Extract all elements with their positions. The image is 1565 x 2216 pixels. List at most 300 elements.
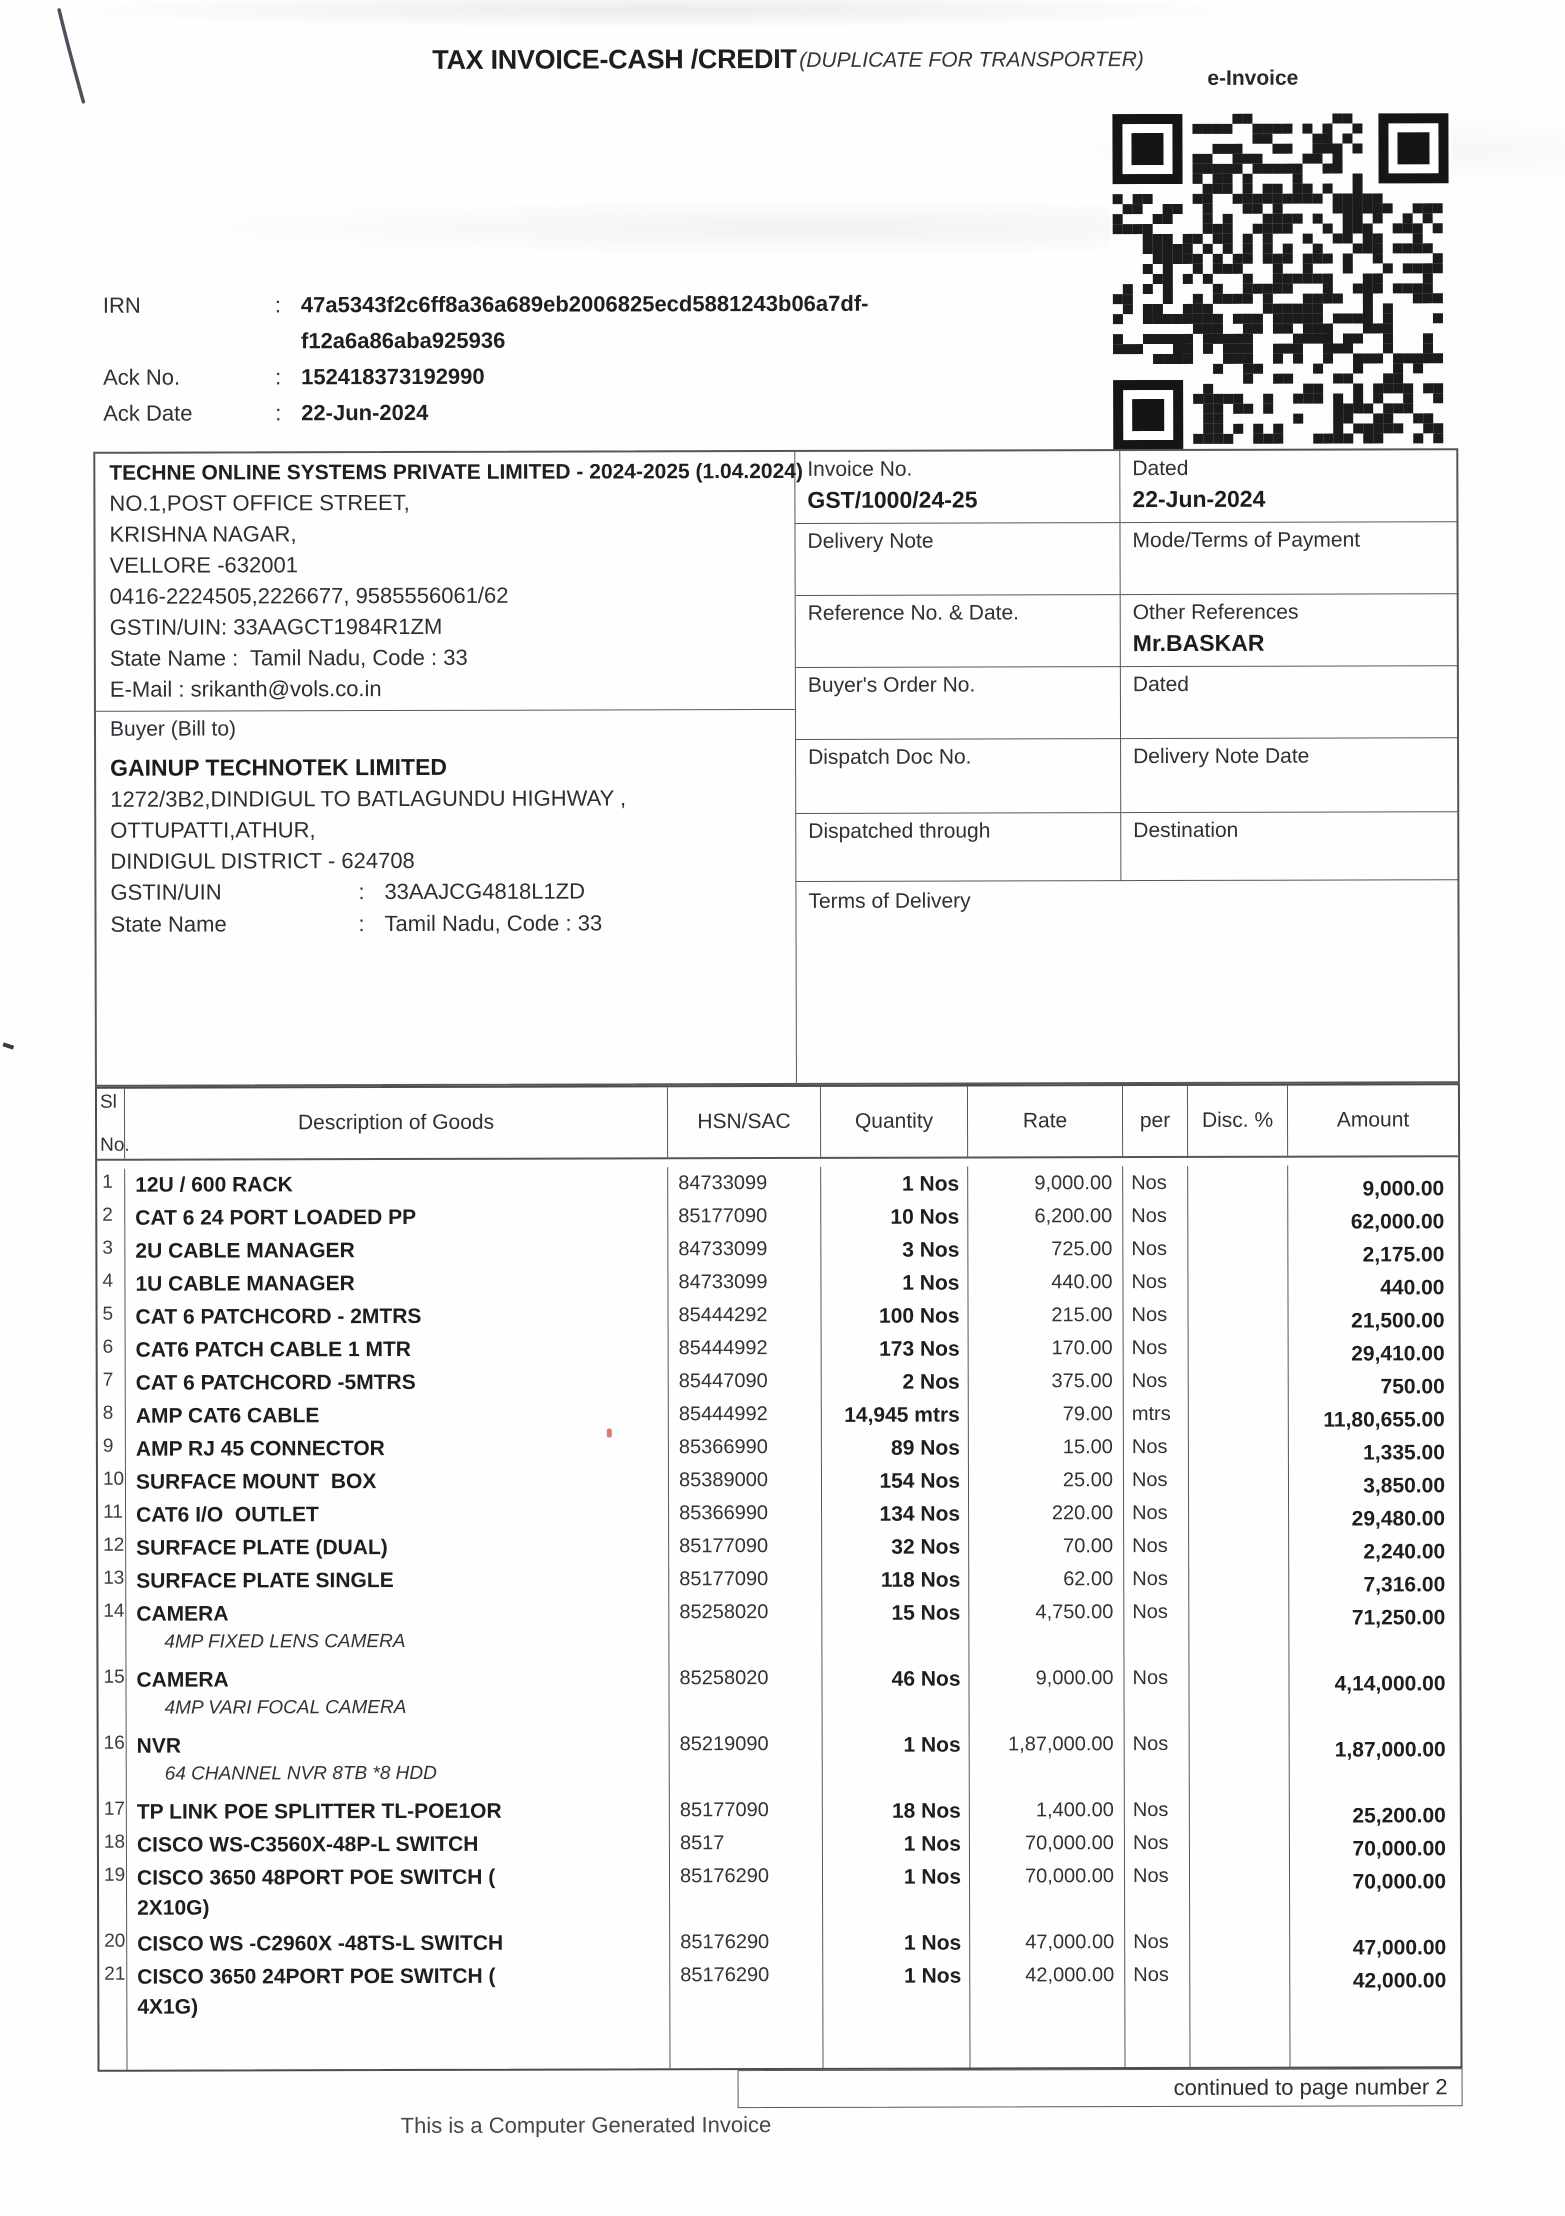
item-sl: 15 — [98, 1664, 126, 1730]
item-rate: 1,87,000.00 — [970, 1727, 1125, 1793]
item-description-cell — [126, 1596, 669, 1663]
filler-cell — [127, 2025, 670, 2069]
buyer-field-value: 33AAJCG4818L1ZD — [384, 878, 586, 905]
item-rate: 42,000.00 — [970, 1958, 1125, 2024]
einvoice-qr-code — [1109, 110, 1452, 453]
item-sl: 13 — [98, 1565, 126, 1598]
item-rate: 79.00 — [969, 1397, 1124, 1430]
item-per: Nos — [1125, 1958, 1190, 2024]
meta-cell-left — [796, 595, 1121, 668]
meta-label: Dated — [1132, 672, 1189, 697]
item-rate: 9,000.00 — [968, 1166, 1123, 1199]
item-rate: 25.00 — [969, 1463, 1124, 1496]
item-description: NVR — [136, 1734, 182, 1758]
item-row — [99, 1792, 1460, 1829]
item-description-line2: 4X1G) — [137, 1995, 199, 2019]
irn-colon: : — [275, 400, 282, 426]
seller-address-line: E-Mail : srikanth@vols.co.in — [109, 676, 382, 702]
item-quantity: 1 Nos — [821, 1167, 968, 1200]
meta-cell-left — [796, 813, 1121, 882]
item-amount: 29,480.00 — [1351, 1507, 1446, 1531]
item-disc — [1190, 1727, 1290, 1793]
buyer-address-line: 1272/3B2,DINDIGUL TO BATLAGUNDU HIGHWAY , — [110, 785, 627, 812]
item-rate: 220.00 — [969, 1496, 1124, 1529]
item-disc — [1189, 1661, 1289, 1727]
item-per: Nos — [1124, 1562, 1189, 1595]
item-row — [98, 1561, 1459, 1598]
item-sl: 3 — [97, 1235, 125, 1268]
meta-value — [808, 558, 1120, 559]
item-disc — [1190, 1925, 1290, 1958]
item-description: CISCO WS-C3560X-48P-L SWITCH — [136, 1832, 479, 1857]
item-amount: 2,240.00 — [1363, 1540, 1446, 1564]
item-disc — [1188, 1232, 1288, 1265]
item-amount: 3,850.00 — [1363, 1474, 1446, 1498]
item-row — [99, 1924, 1460, 1961]
item-description-cell — [125, 1200, 668, 1234]
item-amount: 11,80,655.00 — [1323, 1408, 1445, 1432]
item-row — [99, 1957, 1460, 2027]
item-description-cell — [126, 1365, 669, 1399]
meta-cell-left — [795, 451, 1120, 524]
buyer-field-row — [110, 907, 795, 941]
buyer-field-label: GSTIN/UIN — [110, 879, 222, 905]
item-sl: 5 — [98, 1301, 126, 1334]
item-description: SURFACE MOUNT BOX — [135, 1470, 377, 1494]
item-row — [99, 1726, 1460, 1796]
header-disc: Disc. % — [1188, 1086, 1288, 1156]
item-description-cell — [127, 1959, 670, 2026]
irn-row — [103, 286, 869, 324]
item-description-line2: 2X10G) — [137, 1896, 210, 1920]
item-description-cell — [126, 1398, 669, 1432]
item-disc — [1188, 1199, 1288, 1232]
meta-value — [1133, 847, 1459, 848]
item-amount: 47,000.00 — [1352, 1936, 1447, 1960]
item-per: Nos — [1123, 1166, 1188, 1199]
item-sl: 2 — [97, 1202, 125, 1235]
seller-address-line: GSTIN/UIN: 33AAGCT1984R1ZM — [109, 613, 443, 640]
item-description-cell — [126, 1332, 669, 1366]
buyer-name: GAINUP TECHNOTEK LIMITED — [110, 753, 448, 781]
irn-label — [103, 323, 275, 359]
item-per: Nos — [1123, 1265, 1188, 1298]
item-quantity: 1 Nos — [823, 1728, 970, 1794]
scan-speck — [2, 1042, 14, 1049]
meta-label: Delivery Note Date — [1133, 744, 1310, 769]
item-amount: 750.00 — [1380, 1375, 1445, 1399]
item-hsn: 84733099 — [668, 1266, 821, 1299]
meta-label: Delivery Note — [807, 529, 934, 553]
items-table — [95, 1083, 1463, 2072]
meta-value — [1133, 557, 1459, 558]
item-amount: 29,410.00 — [1351, 1342, 1445, 1366]
item-hsn: 85176290 — [670, 1959, 823, 2025]
item-disc — [1189, 1562, 1289, 1595]
item-row — [97, 1165, 1458, 1202]
einvoice-label: e-Invoice — [1207, 66, 1299, 90]
item-hsn: 85447090 — [669, 1365, 822, 1398]
item-row — [98, 1363, 1459, 1400]
item-amount: 7,316.00 — [1363, 1573, 1446, 1597]
item-description: CISCO 3650 24PORT POE SWITCH ( — [137, 1964, 496, 1989]
item-description: SURFACE PLATE (DUAL) — [136, 1536, 388, 1560]
item-description: CAT6 PATCH CABLE 1 MTR — [135, 1337, 411, 1362]
irn-row — [103, 322, 869, 360]
item-hsn: 84733099 — [668, 1233, 821, 1266]
item-per: Nos — [1124, 1364, 1189, 1397]
irn-row — [103, 394, 869, 432]
item-per: Nos — [1123, 1298, 1188, 1331]
item-sl: 14 — [98, 1598, 126, 1664]
meta-label: Dispatched through — [808, 819, 991, 843]
item-sl: 19 — [99, 1862, 127, 1928]
item-description-cell — [127, 1728, 670, 1795]
item-sl: 9 — [98, 1433, 126, 1466]
filler-cell — [1290, 2023, 1460, 2066]
irn-value: 152418373192990 — [301, 363, 485, 390]
meta-label: Invoice No. — [807, 457, 913, 481]
item-quantity: 14,945 mtrs — [822, 1398, 969, 1431]
seller-address-line: KRISHNA NAGAR, — [109, 521, 297, 547]
item-description: SURFACE PLATE SINGLE — [136, 1569, 394, 1593]
meta-label: Mode/Terms of Payment — [1132, 528, 1361, 553]
item-hsn: 85366990 — [669, 1497, 822, 1530]
seller-address-line: NO.1,POST OFFICE STREET, — [109, 489, 410, 516]
pen-stroke-mark — [45, 4, 125, 124]
items-table-body — [97, 1157, 1460, 2070]
item-hsn: 85258020 — [669, 1662, 822, 1728]
item-per: Nos — [1124, 1529, 1189, 1562]
meta-label: Other References — [1132, 600, 1299, 625]
qr-finder-top-left — [1112, 114, 1182, 184]
item-per: Nos — [1124, 1595, 1189, 1661]
item-amount: 4,14,000.00 — [1334, 1672, 1446, 1696]
header-hsn-sac: HSN/SAC — [668, 1087, 821, 1157]
item-hsn: 8517 — [670, 1827, 823, 1860]
item-rate: 9,000.00 — [969, 1661, 1124, 1727]
item-per: Nos — [1124, 1430, 1189, 1463]
item-quantity: 2 Nos — [822, 1365, 969, 1398]
item-quantity: 154 Nos — [822, 1464, 969, 1497]
qr-finder-top-right — [1378, 113, 1448, 183]
header-sl-no — [97, 1089, 130, 1159]
meta-value — [1133, 773, 1459, 774]
item-description: CAMERA — [136, 1668, 229, 1692]
item-per: Nos — [1125, 1859, 1190, 1925]
item-quantity: 10 Nos — [821, 1200, 968, 1233]
item-sl: 18 — [99, 1829, 127, 1862]
irn-label: Ack No. — [103, 364, 181, 390]
filler-cell — [970, 2024, 1125, 2067]
item-rate: 70,000.00 — [970, 1859, 1125, 1925]
filler-cell — [1125, 2024, 1190, 2067]
item-description: 12U / 600 RACK — [135, 1173, 293, 1197]
seller-name: TECHNE ONLINE SYSTEMS PRIVATE LIMITED - 2024-2025 (1.04.2024) — [109, 459, 803, 485]
header-quantity: Quantity — [821, 1087, 968, 1157]
buyer-field-label: State Name — [110, 911, 227, 937]
item-hsn: 85444992 — [669, 1332, 822, 1365]
item-rate: 440.00 — [968, 1265, 1123, 1298]
item-per: Nos — [1124, 1496, 1189, 1529]
buyer-field-value: Tamil Nadu, Code : 33 — [384, 910, 603, 937]
item-sl: 21 — [99, 1961, 127, 2027]
header-amount: Amount — [1336, 1108, 1410, 1132]
meta-cell-left — [796, 667, 1121, 740]
item-row — [98, 1594, 1459, 1664]
meta-cell-right — [1121, 812, 1459, 881]
buyer-address-line: DINDIGUL DISTRICT - 624708 — [110, 847, 415, 874]
item-quantity: 1 Nos — [823, 1959, 970, 2025]
item-disc — [1190, 1793, 1290, 1826]
item-hsn: 85389000 — [669, 1464, 822, 1497]
terms-of-delivery-label: Terms of Delivery — [808, 889, 971, 913]
table-empty-space — [99, 2023, 1460, 2070]
filler-cell — [1190, 2024, 1290, 2067]
item-quantity: 118 Nos — [822, 1563, 969, 1596]
item-hsn: 85444992 — [669, 1398, 822, 1431]
item-disc — [1189, 1463, 1289, 1496]
item-quantity: 1 Nos — [821, 1266, 968, 1299]
irn-colon: : — [274, 292, 282, 318]
irn-colon: : — [275, 364, 282, 390]
item-hsn: 85366990 — [669, 1431, 822, 1464]
seller-address-line: State Name : Tamil Nadu, Code : 33 — [109, 644, 468, 671]
item-row — [98, 1528, 1459, 1565]
item-rate: 47,000.00 — [970, 1925, 1125, 1958]
item-description-cell — [126, 1431, 669, 1465]
item-amount: 70,000.00 — [1352, 1870, 1447, 1894]
meta-value — [808, 848, 1120, 849]
item-amount: 1,87,000.00 — [1334, 1738, 1446, 1762]
item-description: CISCO WS -C2960X -48TS-L SWITCH — [137, 1931, 504, 1956]
item-hsn: 85444292 — [669, 1299, 822, 1332]
item-hsn: 85177090 — [668, 1200, 821, 1233]
item-per: Nos — [1124, 1331, 1189, 1364]
item-disc — [1189, 1364, 1289, 1397]
item-sl: 1 — [97, 1169, 125, 1202]
item-description: CAT 6 PATCHCORD - 2MTRS — [135, 1304, 422, 1329]
item-per: Nos — [1123, 1232, 1188, 1265]
item-sl: 7 — [98, 1367, 126, 1400]
item-sub-description: 4MP FIXED LENS CAMERA — [164, 1630, 406, 1653]
item-quantity: 1 Nos — [823, 1827, 970, 1860]
item-rate: 62.00 — [969, 1562, 1124, 1595]
document-subtitle: (DUPLICATE FOR TRANSPORTER) — [799, 48, 1144, 72]
item-sl: 8 — [98, 1400, 126, 1433]
item-quantity: 3 Nos — [821, 1233, 968, 1266]
irn-row — [103, 358, 869, 396]
item-rate: 6,200.00 — [968, 1199, 1123, 1232]
item-per: Nos — [1125, 1793, 1190, 1826]
item-description: 1U CABLE MANAGER — [135, 1272, 355, 1296]
item-rate: 4,750.00 — [969, 1595, 1124, 1661]
continued-strip: continued to page number 2 — [738, 2068, 1463, 2108]
item-rate: 375.00 — [969, 1364, 1124, 1397]
filler-cell — [99, 2027, 127, 2070]
meta-cell-right — [1121, 594, 1459, 667]
meta-cell-left — [795, 523, 1120, 596]
item-description: TP LINK POE SPLITTER TL-POE1OR — [136, 1799, 502, 1824]
invoice-header-region — [93, 448, 1460, 1087]
item-disc — [1189, 1331, 1289, 1364]
meta-cell-right — [1121, 666, 1459, 739]
item-description-cell — [127, 1926, 670, 1960]
item-per: Nos — [1125, 1925, 1190, 1958]
item-row — [97, 1231, 1458, 1268]
item-quantity: 32 Nos — [822, 1530, 969, 1563]
meta-label: Reference No. & Date. — [807, 601, 1020, 625]
irn-label: Ack Date — [103, 400, 193, 426]
item-amount: 21,500.00 — [1351, 1309, 1445, 1333]
item-sl: 10 — [98, 1466, 126, 1499]
item-description-cell — [126, 1530, 669, 1564]
item-sub-description: 4MP VARI FOCAL CAMERA — [164, 1696, 407, 1719]
item-rate: 70.00 — [969, 1529, 1124, 1562]
item-rate: 1,400.00 — [970, 1793, 1125, 1826]
meta-label: Dated — [1132, 456, 1189, 481]
item-hsn: 85176290 — [670, 1926, 823, 1959]
item-hsn: 84733099 — [668, 1167, 821, 1200]
irn-value: f12a6a86aba925936 — [300, 327, 506, 354]
header-no: No. — [100, 1134, 130, 1156]
item-amount: 440.00 — [1380, 1276, 1445, 1300]
item-hsn: 85177090 — [669, 1563, 822, 1596]
filler-cell — [823, 2025, 970, 2068]
seller-address-line: VELLORE -632001 — [109, 552, 298, 578]
filler-cell — [670, 2025, 823, 2068]
item-row — [98, 1396, 1459, 1433]
item-rate: 215.00 — [968, 1298, 1123, 1331]
item-description: CAT6 I/O OUTLET — [136, 1503, 319, 1527]
item-per: Nos — [1125, 1826, 1190, 1859]
buyer-address-line: OTTUPATTI,ATHUR, — [110, 817, 316, 843]
item-sl: 17 — [99, 1796, 127, 1829]
item-disc — [1189, 1430, 1289, 1463]
meta-value: 22-Jun-2024 — [1132, 485, 1266, 513]
item-row — [99, 1858, 1460, 1928]
item-description-cell — [125, 1167, 668, 1201]
item-rate: 170.00 — [969, 1331, 1124, 1364]
item-sl: 4 — [97, 1268, 125, 1301]
computer-generated-note: This is a Computer Generated Invoice — [400, 2112, 772, 2139]
item-description-cell — [127, 1860, 670, 1927]
item-amount: 70,000.00 — [1352, 1837, 1446, 1861]
item-amount: 2,175.00 — [1362, 1243, 1445, 1267]
meta-cell-right — [1121, 738, 1459, 813]
item-quantity: 173 Nos — [822, 1332, 969, 1365]
item-amount: 42,000.00 — [1352, 1969, 1447, 1993]
item-quantity: 89 Nos — [822, 1431, 969, 1464]
item-description-cell — [127, 1794, 670, 1828]
buyer-field-row — [110, 875, 795, 909]
document-title: TAX INVOICE-CASH /CREDIT — [432, 43, 797, 75]
item-quantity: 46 Nos — [822, 1662, 969, 1728]
item-row — [98, 1429, 1459, 1466]
item-hsn: 85176290 — [670, 1860, 823, 1926]
item-description: AMP RJ 45 CONNECTOR — [135, 1437, 385, 1461]
item-rate: 725.00 — [968, 1232, 1123, 1265]
seller-address-line: 0416-2224505,2226677, 9585556061/62 — [109, 582, 509, 609]
qr-finder-bottom-left — [1113, 380, 1183, 450]
irn-label: IRN — [102, 292, 141, 318]
item-description: CAMERA — [136, 1602, 229, 1626]
item-row — [97, 1264, 1458, 1301]
item-disc — [1188, 1166, 1288, 1199]
item-amount: 9,000.00 — [1362, 1177, 1445, 1201]
item-per: mtrs — [1124, 1397, 1189, 1430]
item-quantity: 1 Nos — [823, 1860, 970, 1926]
meta-value — [808, 630, 1120, 631]
buyer-section-label: Buyer (Bill to) — [109, 717, 237, 741]
item-description-cell — [125, 1266, 668, 1300]
buyer-field-colon: : — [358, 879, 365, 905]
irn-value: 22-Jun-2024 — [301, 399, 429, 426]
item-description: AMP CAT6 CABLE — [135, 1404, 320, 1428]
items-table-header — [97, 1085, 1458, 1161]
meta-value: Mr.BASKAR — [1132, 629, 1265, 657]
item-hsn: 85177090 — [670, 1794, 823, 1827]
item-description: CAT 6 PATCHCORD -5MTRS — [135, 1370, 416, 1395]
item-description: 2U CABLE MANAGER — [135, 1239, 355, 1263]
item-quantity: 134 Nos — [822, 1497, 969, 1530]
item-sub-description: 64 CHANNEL NVR 8TB *8 HDD — [164, 1762, 437, 1785]
item-disc — [1190, 1859, 1290, 1925]
item-per: Nos — [1123, 1199, 1188, 1232]
item-hsn: 85177090 — [669, 1530, 822, 1563]
item-sl: 11 — [98, 1499, 126, 1532]
item-quantity: 1 Nos — [823, 1926, 970, 1959]
item-disc — [1190, 1958, 1290, 2024]
item-disc — [1190, 1826, 1290, 1859]
irn-value: 47a5343f2c6ff8a36a689eb2006825ecd5881243b06a7df- — [300, 290, 869, 318]
item-quantity: 100 Nos — [821, 1299, 968, 1332]
terms-of-delivery-cell — [796, 880, 1460, 1083]
item-disc — [1189, 1397, 1289, 1430]
meta-cell-right — [1120, 450, 1458, 523]
item-hsn: 85219090 — [670, 1728, 823, 1794]
buyer-field-colon: : — [358, 911, 365, 937]
item-row — [98, 1297, 1459, 1334]
meta-cell-right — [1120, 522, 1458, 595]
header-description: Description of Goods — [125, 1087, 668, 1158]
item-per: Nos — [1124, 1463, 1189, 1496]
irn-colon — [275, 323, 301, 359]
item-description-cell — [126, 1497, 669, 1531]
item-sl: 12 — [98, 1532, 126, 1565]
item-disc — [1189, 1496, 1289, 1529]
item-description-cell — [126, 1299, 669, 1333]
item-amount: 62,000.00 — [1350, 1210, 1445, 1234]
item-rate: 15.00 — [969, 1430, 1124, 1463]
item-sl: 6 — [98, 1334, 126, 1367]
header-sl: Sl — [99, 1091, 117, 1113]
item-row — [98, 1462, 1459, 1499]
item-per: Nos — [1124, 1661, 1189, 1727]
item-sl: 20 — [99, 1928, 127, 1961]
item-row — [97, 1198, 1458, 1235]
meta-value — [808, 774, 1120, 775]
buyer-box — [96, 710, 797, 1087]
meta-value — [808, 702, 1120, 703]
item-sl: 16 — [99, 1730, 127, 1796]
item-amount: 71,250.00 — [1351, 1606, 1446, 1630]
item-quantity: 18 Nos — [823, 1794, 970, 1827]
item-rate: 70,000.00 — [970, 1826, 1125, 1859]
irn-block — [103, 286, 869, 432]
item-row — [99, 1825, 1460, 1862]
meta-value — [1133, 701, 1459, 702]
